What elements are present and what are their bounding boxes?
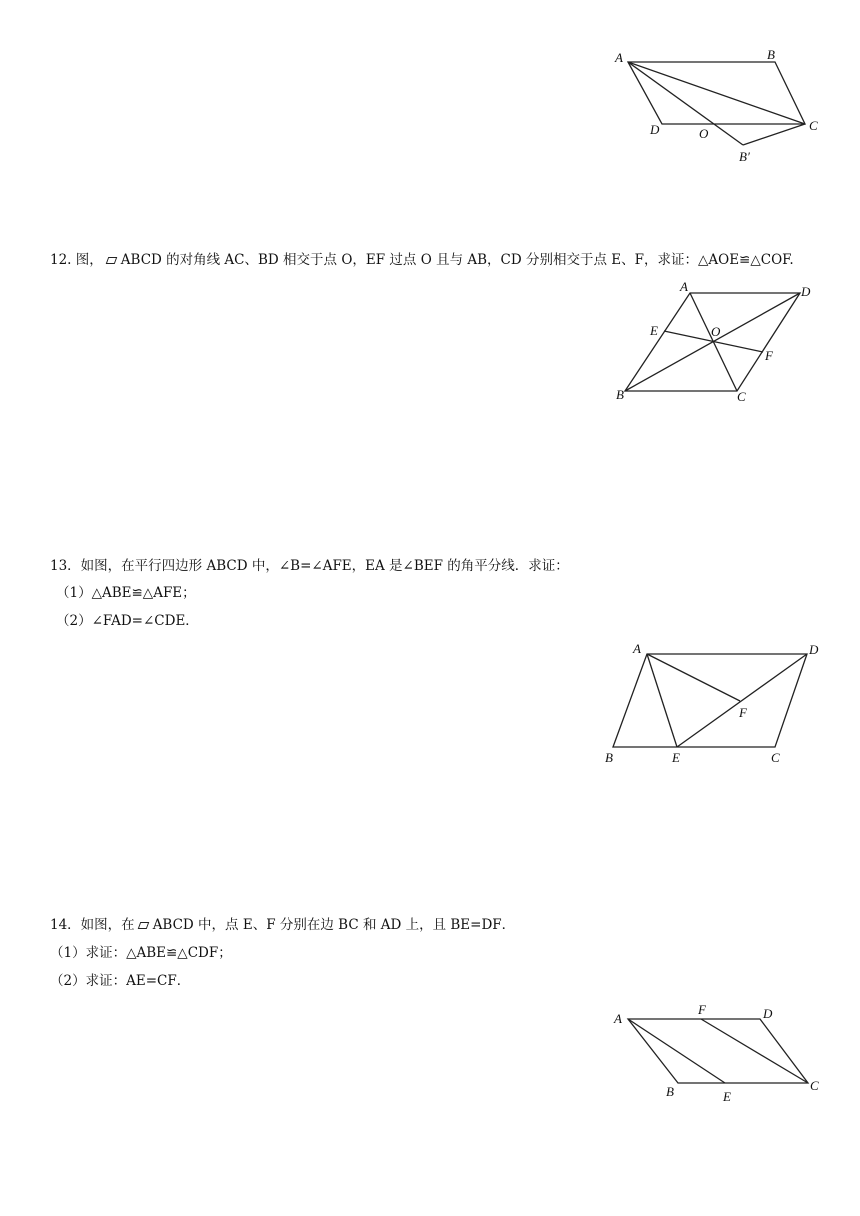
figure-problem-14 (600, 1000, 840, 1110)
segment-ae (628, 1019, 725, 1083)
problem-14-part-1: （1）求证：△ABE≌△CDF； (50, 945, 232, 961)
problem-14-part-2: （2）求证：AE=CF． (50, 973, 191, 989)
figure-problem-13 (595, 638, 835, 773)
label-o: O (711, 324, 721, 339)
segment-fc (701, 1019, 808, 1083)
label-c: C (809, 118, 818, 133)
label-c: C (737, 389, 746, 404)
label-d: D (809, 642, 819, 657)
label-d: D (650, 122, 660, 137)
label-a: A (614, 1011, 622, 1026)
segment-ae (647, 654, 677, 747)
parallelogram-icon (106, 257, 118, 264)
figure-problem-11 (600, 40, 840, 180)
label-d: D (801, 284, 811, 299)
segment-cb-prime (743, 124, 805, 145)
label-c: C (810, 1078, 819, 1093)
parallelogram-abcd (613, 654, 807, 747)
label-f: F (765, 348, 773, 363)
problem-14-statement (50, 916, 515, 934)
problem-13-part-2: （2）∠FAD=∠CDE． (56, 613, 199, 629)
label-b: B (666, 1084, 674, 1099)
label-f: F (739, 705, 747, 720)
diagonal-bd (625, 293, 800, 391)
segment-af (647, 654, 740, 701)
problem-13-statement: 13．如图，在平行四边形 ABCD 中，∠B=∠AFE，EA 是∠BEF 的角平分线．求证： (50, 558, 569, 574)
label-b-prime: B′ (739, 149, 750, 164)
problem-14-text-before: 14．如图，在 (50, 917, 135, 933)
parallelogram-icon (137, 922, 149, 929)
label-c: C (771, 750, 780, 765)
segment-ab-prime (628, 62, 743, 145)
label-e: E (650, 323, 658, 338)
label-a: A (633, 641, 641, 656)
problem-12-statement (50, 251, 794, 269)
figure-problem-12 (605, 278, 835, 408)
label-e: E (723, 1089, 731, 1104)
label-a: A (680, 279, 688, 294)
label-d: D (763, 1006, 773, 1021)
label-o: O (699, 126, 709, 141)
label-a: A (615, 50, 623, 65)
label-b: B (616, 387, 624, 402)
segment-ed (677, 654, 807, 747)
problem-13-part-1: （1）△ABE≌△AFE； (56, 585, 196, 601)
label-f: F (698, 1002, 706, 1017)
problem-12-text-after: ABCD 的对角线 AC、BD 相交于点 O，EF 过点 O 且与 AB，CD 分别相交于点 E、F，求证：△AOE≌△COF. (120, 252, 794, 268)
diagonal-ac (628, 62, 805, 124)
problem-12-text-before: 图， (75, 252, 103, 268)
label-e: E (672, 750, 680, 765)
label-b: B (605, 750, 613, 765)
label-b: B (767, 47, 775, 62)
problem-12-number: 12. (50, 252, 72, 268)
problem-14-text-after: ABCD 中，点 E、F 分别在边 BC 和 AD 上，且 BE=DF． (152, 917, 516, 933)
